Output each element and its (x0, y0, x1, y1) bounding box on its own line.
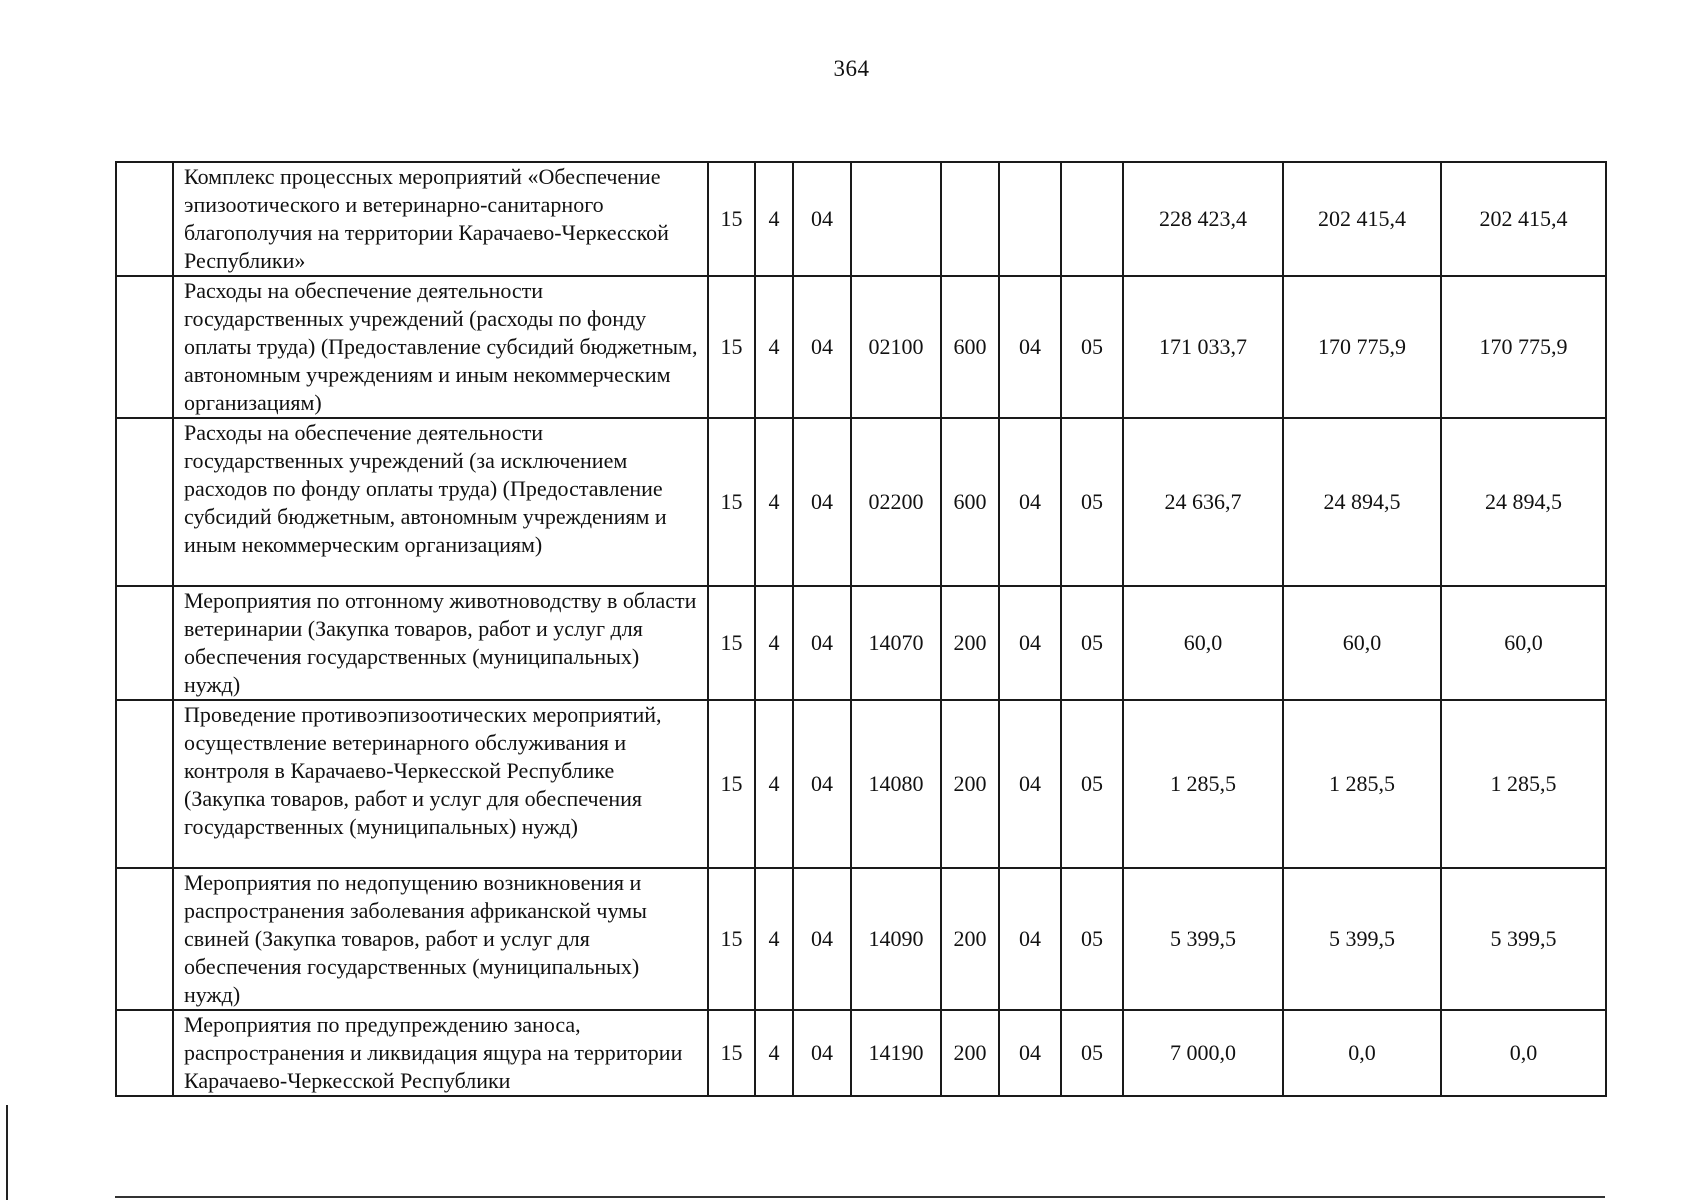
amount-year-3: 24 894,5 (1441, 418, 1606, 586)
amount-year-3: 1 285,5 (1441, 700, 1606, 868)
expense-type (941, 162, 999, 276)
division-code: 04 (999, 700, 1061, 868)
amount-year-1: 7 000,0 (1123, 1010, 1283, 1096)
amount-year-2: 202 415,4 (1283, 162, 1441, 276)
table-row (116, 276, 1606, 418)
amount-year-2: 60,0 (1283, 586, 1441, 700)
amount-year-2: 24 894,5 (1283, 418, 1441, 586)
amount-year-1: 5 399,5 (1123, 868, 1283, 1010)
amount-year-3: 202 415,4 (1441, 162, 1606, 276)
amount-year-1: 171 033,7 (1123, 276, 1283, 418)
program-code: 4 (755, 586, 793, 700)
section-code: 15 (708, 162, 755, 276)
amount-year-2: 0,0 (1283, 1010, 1441, 1096)
row-index-cell (116, 1010, 173, 1096)
division-code: 04 (999, 868, 1061, 1010)
program-code: 4 (755, 162, 793, 276)
amount-year-2: 5 399,5 (1283, 868, 1441, 1010)
division-code: 04 (999, 586, 1061, 700)
item-code: 14070 (851, 586, 941, 700)
subdivision-code: 05 (1061, 1010, 1123, 1096)
margin-mark (6, 1105, 8, 1200)
division-code (999, 162, 1061, 276)
section-code: 15 (708, 1010, 755, 1096)
row-index-cell (116, 276, 173, 418)
amount-year-3: 60,0 (1441, 586, 1606, 700)
budget-table (115, 161, 1607, 1097)
row-index-cell (116, 586, 173, 700)
amount-year-2: 1 285,5 (1283, 700, 1441, 868)
expense-type: 200 (941, 868, 999, 1010)
table-row (116, 418, 1606, 586)
table-row (116, 1010, 1606, 1096)
row-index-cell (116, 418, 173, 586)
subdivision-code: 05 (1061, 276, 1123, 418)
division-code: 04 (999, 1010, 1061, 1096)
section-code: 15 (708, 276, 755, 418)
row-index-cell (116, 162, 173, 276)
program-code: 4 (755, 700, 793, 868)
row-description: Расходы на обеспечение деятельности государственных учреждений (за исключением расходов по фонду оплаты труда) (Предоставление субсидий бюджетным, автономным учреждениям и иным некоммерческим организациям) (173, 418, 708, 586)
subdivision-code: 05 (1061, 700, 1123, 868)
expense-type: 200 (941, 1010, 999, 1096)
subprogram-code: 04 (793, 162, 851, 276)
section-code: 15 (708, 700, 755, 868)
subprogram-code: 04 (793, 868, 851, 1010)
section-code: 15 (708, 586, 755, 700)
section-code: 15 (708, 418, 755, 586)
amount-year-1: 228 423,4 (1123, 162, 1283, 276)
subdivision-code: 05 (1061, 868, 1123, 1010)
table-body (116, 162, 1606, 1096)
amount-year-3: 0,0 (1441, 1010, 1606, 1096)
row-description: Расходы на обеспечение деятельности государственных учреждений (расходы по фонду оплаты труда) (Предоставление субсидий бюджетным, автономным учреждениям и иным некоммерческим организациям) (173, 276, 708, 418)
subdivision-code (1061, 162, 1123, 276)
amount-year-3: 5 399,5 (1441, 868, 1606, 1010)
program-code: 4 (755, 1010, 793, 1096)
division-code: 04 (999, 276, 1061, 418)
table-row (116, 868, 1606, 1010)
row-description: Мероприятия по предупреждению заноса, распространения и ликвидация ящура на территории Карачаево-Черкесской Республики (173, 1010, 708, 1096)
subprogram-code: 04 (793, 586, 851, 700)
table-row (116, 162, 1606, 276)
program-code: 4 (755, 418, 793, 586)
item-code (851, 162, 941, 276)
subprogram-code: 04 (793, 418, 851, 586)
row-index-cell (116, 700, 173, 868)
section-code: 15 (708, 868, 755, 1010)
expense-type: 200 (941, 700, 999, 868)
expense-type: 600 (941, 418, 999, 586)
subprogram-code: 04 (793, 700, 851, 868)
item-code: 14090 (851, 868, 941, 1010)
row-description: Мероприятия по отгонному животноводству в области ветеринарии (Закупка товаров, работ и услуг для обеспечения государственных (муниципальных) нужд) (173, 586, 708, 700)
division-code: 04 (999, 418, 1061, 586)
amount-year-1: 1 285,5 (1123, 700, 1283, 868)
row-description: Мероприятия по недопущению возникновения и распространения заболевания африканской чумы свиней (Закупка товаров, работ и услуг для обеспечения государственных (муниципальных) нужд) (173, 868, 708, 1010)
item-code: 02100 (851, 276, 941, 418)
row-description: Комплекс процессных мероприятий «Обеспечение эпизоотического и ветеринарно-санитарного благополучия на территории Карачаево-Черкесской Республики» (173, 162, 708, 276)
subdivision-code: 05 (1061, 418, 1123, 586)
item-code: 02200 (851, 418, 941, 586)
row-description: Проведение противоэпизоотических мероприятий, осуществление ветеринарного обслуживания и контроля в Карачаево-Черкесской Республике (Закупка товаров, работ и услуг для обеспечения государственных (муниципальных) нужд) (173, 700, 708, 868)
item-code: 14080 (851, 700, 941, 868)
program-code: 4 (755, 276, 793, 418)
table-row (116, 700, 1606, 868)
subdivision-code: 05 (1061, 586, 1123, 700)
subprogram-code: 04 (793, 1010, 851, 1096)
amount-year-2: 170 775,9 (1283, 276, 1441, 418)
expense-type: 600 (941, 276, 999, 418)
program-code: 4 (755, 868, 793, 1010)
expense-type: 200 (941, 586, 999, 700)
amount-year-3: 170 775,9 (1441, 276, 1606, 418)
table-row (116, 586, 1606, 700)
item-code: 14190 (851, 1010, 941, 1096)
amount-year-1: 24 636,7 (1123, 418, 1283, 586)
subprogram-code: 04 (793, 276, 851, 418)
bottom-rule (115, 1196, 1605, 1198)
page-number: 364 (833, 56, 870, 81)
amount-year-1: 60,0 (1123, 586, 1283, 700)
row-index-cell (116, 868, 173, 1010)
